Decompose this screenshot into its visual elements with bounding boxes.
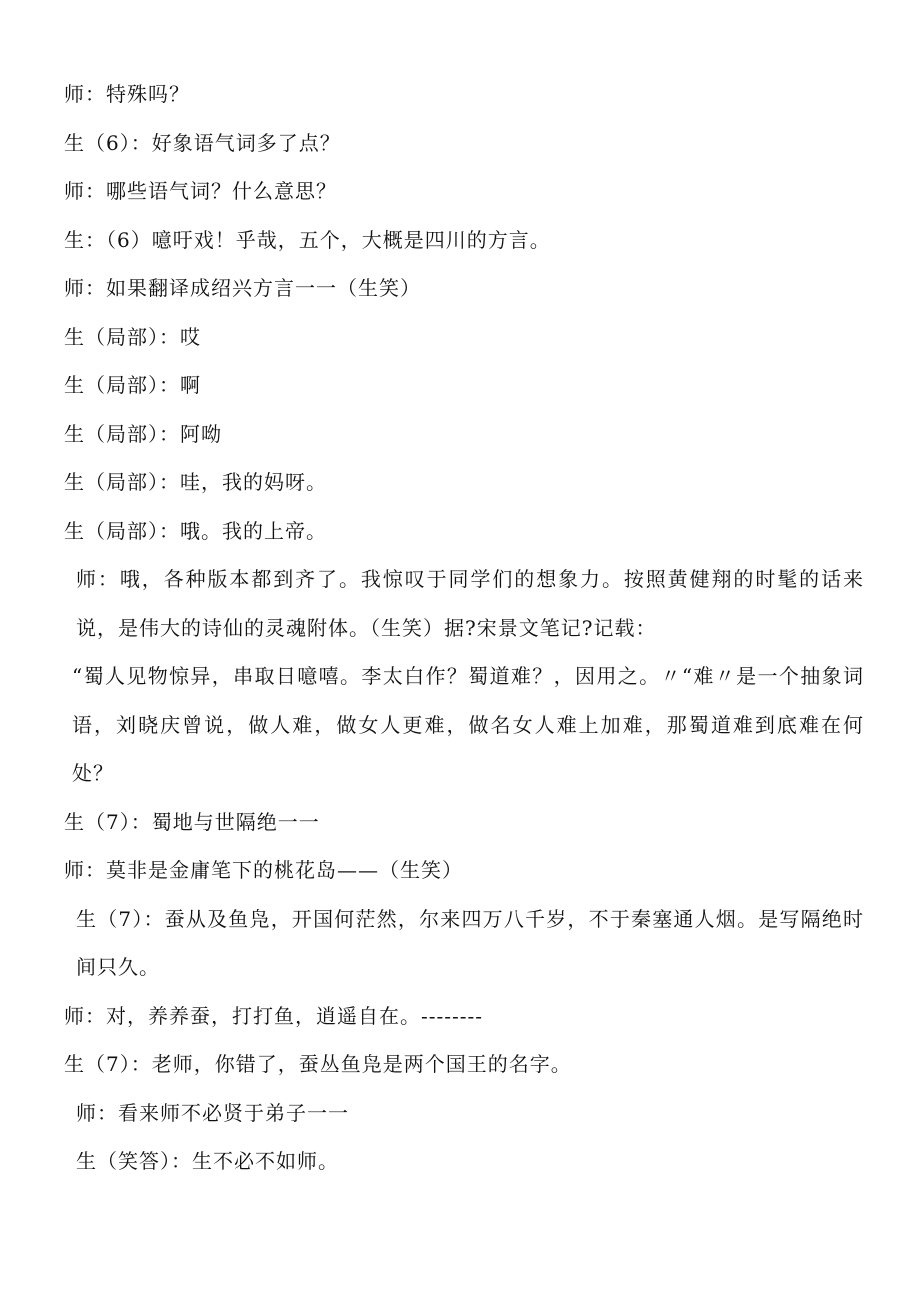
document-body (64, 70, 864, 1186)
text-line-11: 生（7）：蜀地与世隔绝一一 (64, 809, 320, 834)
text-line-6: 生（局部）：哎 (64, 324, 201, 349)
text-line-10: 生（局部）：哦。我的上帝。 (64, 518, 327, 543)
paragraph-quote: “蜀人见物惊异，串取日噫嘻。李太白作？蜀道难？，因用之。〃“难〃是一个抽象词语，刘晓庆曾说，做人难，做女人更难，做名女人难上加难，那蜀道难到底难在何处？ (72, 664, 864, 785)
text-line-9: 生（局部）：哇，我的妈呀。 (64, 470, 327, 494)
text-line-2: 生（6）：好象语气词多了点？ (64, 130, 341, 155)
text-line-12: 师：莫非是金庸笔下的桃花岛——（生笑） (64, 858, 463, 882)
paragraph-teacher-remark: 师：哦，各种版本都到齐了。我惊叹于同学们的想象力。按照黄健翔的时髦的话来说，是伟大的诗仙的灵魂附体。（生笑）据?宋景文笔记?记载： (76, 567, 864, 640)
text-line-5: 师：如果翻译成绍兴方言一一（生笑） (64, 276, 421, 300)
text-line-13: 师：对，养养蚕，打打鱼，逍遥自在。-------- (64, 1003, 484, 1028)
text-line-16: 生（笑答）：生不必不如师。 (76, 1149, 339, 1173)
paragraph-student-answer: 生（7）：蚕从及鱼凫，开国何茫然，尔来四万八千岁，不于秦塞通人烟。是写隔绝时间只久。 (76, 906, 864, 979)
text-line-15: 师：看来师不必贤于弟子一一 (76, 1100, 349, 1125)
text-line-14: 生（7）：老师，你错了，蚕丛鱼凫是两个国王的名字。 (64, 1052, 572, 1076)
text-line-3: 师：哪些语气词？什么意思？ (64, 179, 337, 203)
text-line-7: 生（局部）：啊 (64, 373, 201, 397)
text-line-1: 师：特殊吗？ (64, 82, 190, 106)
text-line-4: 生：（6）噫吁戏！乎哉，五个，大概是四川的方言。 (64, 227, 551, 252)
text-line-8: 生（局部）：阿呦 (64, 421, 222, 446)
